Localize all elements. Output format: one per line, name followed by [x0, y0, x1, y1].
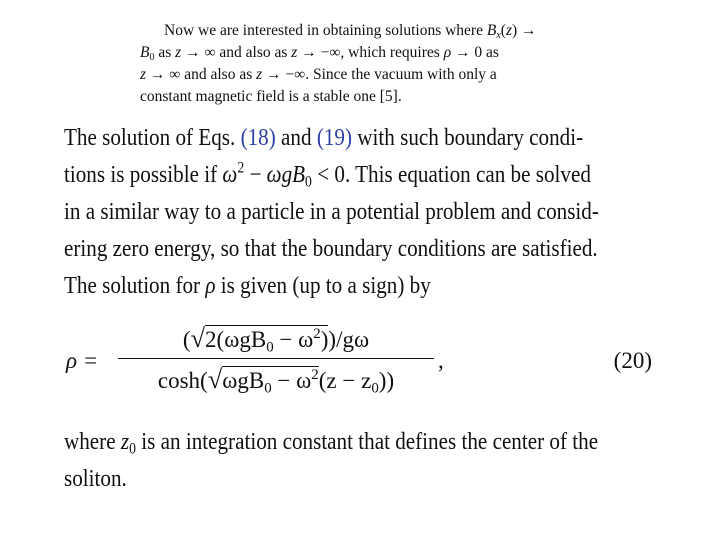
solution-line-5: The solution for ρ is given (up to a sign) by: [64, 273, 431, 299]
intro-line-2: $B_0$ as z → ∞ and also as z → −∞, which requires ρ → 0 as: [140, 44, 499, 64]
solution-line-1: The solution of Eqs. (18) and (19) with such boundary condi-: [64, 125, 584, 151]
equation-comma: ,: [438, 348, 444, 373]
where-line-1: where $z_0$ is an integration constant that defines the center of the: [64, 429, 599, 458]
equation-20: [66, 318, 666, 408]
intro-line-3: z → ∞ and also as z → −∞. Since the vacuum with only a: [140, 66, 497, 83]
fraction-numerator: $(√2(\omega gB_0 - \omega^2))/g\omega$: [182, 323, 370, 356]
solution-line-2: tions is possible if $\omega^2 - \omega gB_0 < 0$. This equation can be solved: [64, 159, 591, 191]
intro-line-1: Now we are interested in obtaining solutions where $B_x(z)$ →: [164, 22, 537, 42]
where-line-2: soliton.: [64, 466, 127, 492]
paragraph-intro: [140, 20, 578, 108]
paragraph-where: [64, 424, 654, 498]
equation-ref-19[interactable]: (19): [316, 125, 353, 151]
fraction: [118, 318, 434, 399]
paragraph-solution: [64, 120, 654, 305]
fraction-denominator: $\cosh(√\omega gB_0 - \omega^2(z - z_0))$: [157, 364, 395, 397]
solution-line-3: in a similar way to a particle in a potential problem and consid-: [64, 199, 599, 225]
intro-line-4: constant magnetic field is a stable one [5].: [140, 88, 402, 105]
equation-ref-18[interactable]: (18): [240, 125, 276, 151]
equation-number: (20): [613, 348, 652, 373]
solution-line-4: ering zero energy, so that the boundary conditions are satisfied.: [64, 236, 598, 262]
equation-lhs: ρ =: [66, 348, 99, 373]
